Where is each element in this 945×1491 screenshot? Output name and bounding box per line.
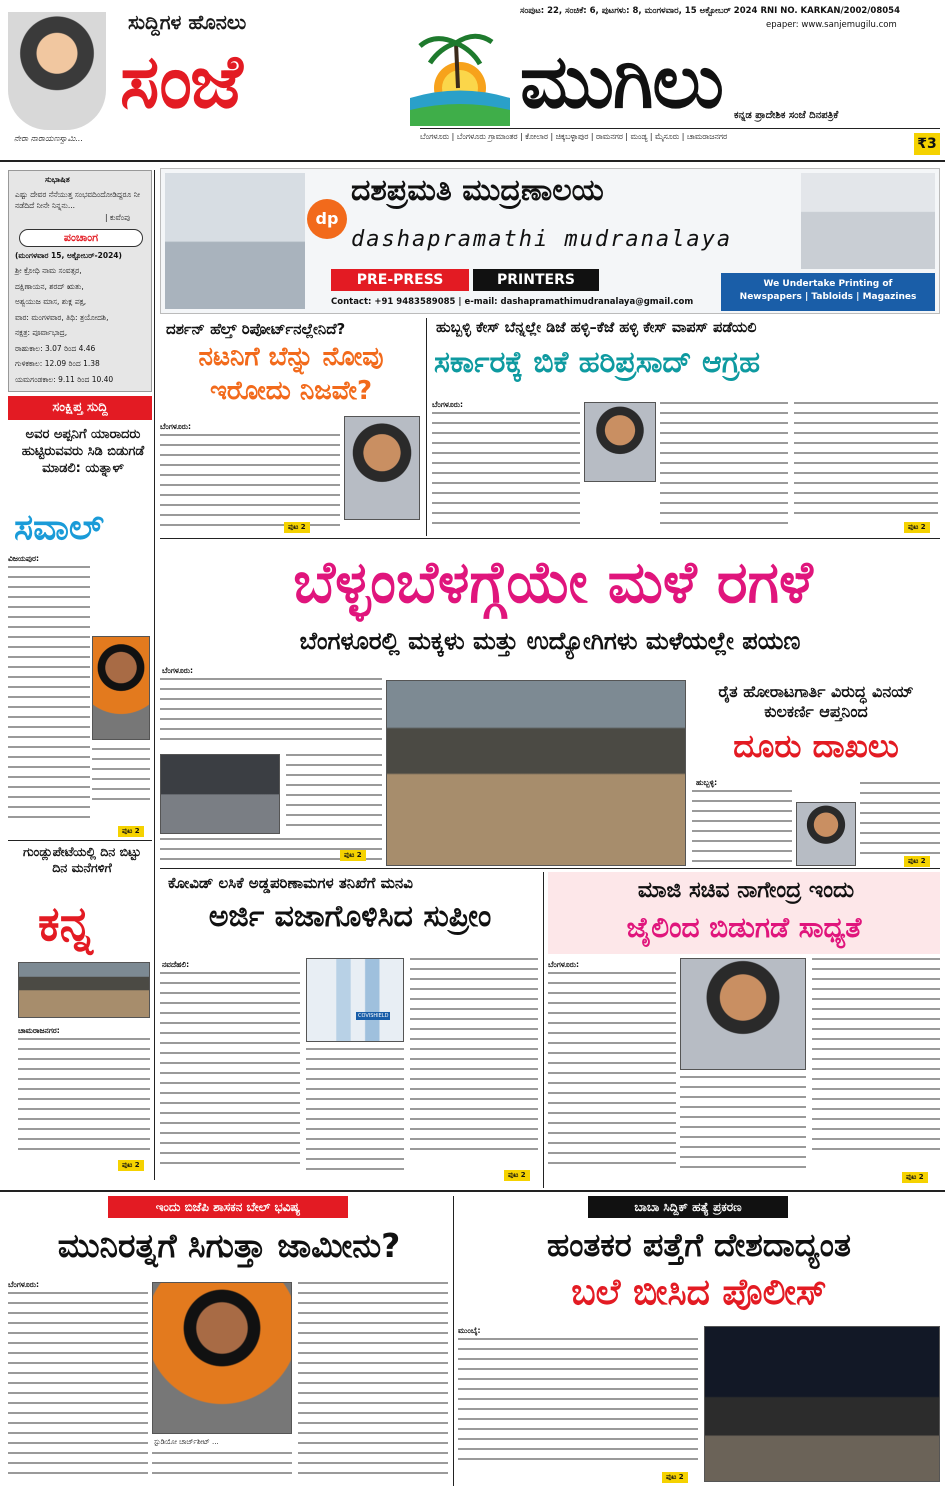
siddique-kicker: ಬಾಬಾ ಸಿದ್ದಿಕ್ ಹತ್ಯೆ ಪ್ರಕರಣ [634,1200,742,1214]
story-vinay [692,682,940,868]
ad-title-kn: ದಶಪ್ರಮತಿ ಮುದ್ರಣಾಲಯ [351,173,604,208]
epaper-url: epaper: www.sanjemugilu.com [766,20,897,30]
darshan-headline: ನಟನಿಗೆ ಬೆನ್ನು ನೋವು ಇರೋದು ನಿಜವೇ? [198,342,384,406]
panchanga-item: ಗುಳಿಕಕಾಲ: 12.09 ರಿಂದ 1.38 [15,359,100,368]
bk-body-col3 [794,402,938,526]
ad-logo: dp [307,199,347,239]
vaccine-label: COVISHIELD [358,1013,389,1019]
editor-photo [8,12,106,130]
ad-services-line1: We Undertake Printing of [763,279,893,289]
brief2-more[interactable]: ಪುಟ 2 [118,1160,144,1171]
masthead-title-sanje: ಸಂಜೆ [120,39,241,125]
yatnal-photo [92,636,150,740]
story-darshan [160,318,422,536]
nagendra-body-col3 [812,958,940,1170]
ad-title-en: dashapramathi mudranalaya [351,227,733,252]
nagendra-headline: ಜೈಲಿಂದ ಬಿಡುಗಡೆ ಸಾಧ್ಯತೆ [626,911,862,944]
brief-news-title: ಸಂಕ್ಷಿಪ್ತ ಸುದ್ದಿ [52,400,108,415]
muniratna-caption: ಸ್ಟುಡಿಯೋ ಚಾರ್ಜ್‌ಶೀಟ್ ... [154,1438,219,1446]
muniratna-body-col3 [298,1282,448,1482]
covid-headline-text: ಅರ್ಜಿ ವಜಾಗೊಳಿಸಿದ ಸುಪ್ರೀಂ [208,899,492,934]
issue-line: ಸಂಪುಟ: 22, ಸಂಚಿಕೆ: 6, ಪುಟಗಳು: 8, ಮಂಗಳವಾರ, 15 ಅಕ್ಟೋಬರ್ 2024 RNI NO. KARKAN/2002/08054 [520,6,900,16]
brief-news-banner [8,396,152,420]
rain-body-side [286,754,382,834]
masthead [0,0,945,160]
darshan-byline: ಬೆಂಗಳೂರು: [160,422,192,431]
regions-line: ಬೆಂಗಳೂರು | ಬೆಂಗಳೂರು ಗ್ರಾಮಾಂತರ | ಕೋಲಾರ | ಚಿಕ್ಕಬಳ್ಳಾಪುರ | ರಾಮನಗರ | ಮಂಡ್ಯ | ಮೈಸೂರು | ಚಾಮರಾಜನಗರ [420,132,728,141]
darshan-more[interactable]: ಪುಟ 2 [284,522,310,533]
nagendra-body-col2 [680,1076,806,1180]
thought-text: ಎಷ್ಟು ದೇವರ ನೆನೆಯುತ್ತ ಸಂಭವದಿಂದೋಡಿದ್ದರೂ ನೀ ನಡೆದಿದೆ ನೀನೇ ನಿನ್ನನು... [15,190,141,210]
siddique-headline: ಹಂತಕರ ಪತ್ತೆಗೆ ದೇಶದಾದ್ಯಂತ [547,1226,851,1264]
panchanga-item: ಅಶ್ವಯುಜ ಮಾಸ, ಶುಕ್ಲ ಪಕ್ಷ, [15,297,87,306]
vaccine-photo [306,958,404,1042]
brief1-body-b [92,748,150,808]
rain-flood-photo [386,680,686,866]
panchanga-item: ಯಮಗಂಡಕಾಲ: 9.11 ರಿಂದ 10.40 [15,374,114,384]
panchanga-list [15,265,149,385]
ad-label-printers: PRINTERS [473,269,599,291]
masthead-subtitle: ಕನ್ನಡ ಪ್ರಾದೇಶಿಕ ಸಂಜೆ ದಿನಪತ್ರಿಕೆ [734,110,839,121]
brief1-headline: ಸವಾಲ್ [14,507,104,548]
brief1-byline: ವಿಜಯಪುರ: [8,554,39,563]
nagendra-photo [680,958,806,1070]
bk-body-col1 [432,412,580,532]
sun-logo [400,18,520,128]
panchanga-item: ದಕ್ಷಿಣಾಯನ, ಶರದ್ ಋತು, [15,281,84,291]
nagendra-body-col1 [548,972,676,1180]
panchanga-title [19,229,143,247]
story-covid [160,872,540,1188]
bk-more[interactable]: ಪುಟ 2 [904,522,930,533]
covid-body-col3 [410,958,538,1178]
muniratna-kicker: ಇಂದು ಬಿಜೆಪಿ ಶಾಸಕನ ಬೇಲ್ ಭವಿಷ್ಯ [155,1200,301,1214]
siddique-body [458,1338,698,1468]
crime-scene-photo [704,1326,940,1482]
muniratna-photo [152,1282,292,1434]
thought-box [8,170,152,392]
brief2-kicker: ಗುಂಡ್ಲುಪೇಟೆಯಲ್ಲಿ ದಿನ ಬಿಟ್ಟು ದಿನ ಮನೆಗಳಿಗೆ [22,844,142,875]
covid-headline [160,896,540,938]
covid-more[interactable]: ಪುಟ 2 [504,1170,530,1181]
nagendra-more[interactable]: ಪುಟ 2 [902,1172,928,1183]
brief1-body [8,566,90,830]
story-siddique [458,1196,940,1486]
brief2-body [18,1038,150,1158]
darshan-body [160,434,340,530]
ad-label-prepress: PRE-PRESS [331,269,469,291]
bk-kicker: ಹುಬ್ಬಳ್ಳಿ ಕೇಸ್ ಬೆನ್ನಲ್ಲೇ ಡಿಜೆ ಹಳ್ಳಿ–ಕೆಜೆ ಹಳ್ಳಿ ಕೇಸ್ ವಾಪಸ್ ಪಡೆಯಲಿ [436,320,757,336]
ad-contact: Contact: +91 9483589085 | e-mail: dashapramathimudranalaya@gmail.com [331,297,694,307]
price-badge: ₹3 [914,133,940,155]
story-nagendra [548,872,940,1188]
vinay-body-col2 [860,782,940,862]
panchanga-item: ರಾಹುಕಾಲ: 3.07 ರಿಂದ 4.46 [15,343,96,353]
rain-small-photo [160,754,280,834]
brief2-headline: ಕನ್ನ [38,896,93,952]
rain-subhead: ಬೆಂಗಳೂರಲ್ಲಿ ಮಕ್ಕಳು ಮತ್ತು ಉದ್ಯೋಗಿಗಳು ಮಳೆಯಲ್ಲೇ ಪಯಣ [299,627,801,655]
vinay-headline: ದೂರು ದಾಖಲು [733,727,899,765]
panchanga-date: (ಮಂಗಳವಾರ 15, ಅಕ್ಟೋಬರ್-2024) [15,251,122,260]
masthead-tagline: ಸುದ್ದಿಗಳ ಹೊನಲು [128,10,247,34]
ad-services [721,273,935,311]
covid-body-col1 [160,972,300,1180]
siddique-headline2: ಬಲೆ ಬೀಸಿದ ಪೊಲೀಸ್ [571,1272,827,1313]
nagendra-byline: ಬೆಂಗಳೂರು: [548,960,580,969]
bk-byline: ಬೆಂಗಳೂರು: [432,400,464,409]
panchanga-item: ವಾರ: ಮಂಗಳವಾರ, ತಿಥಿ: ತ್ರಯೋದಶಿ, [15,312,109,322]
panchanga-item: ಶ್ರೀ ಕ್ರೋಧಿ ನಾಮ ಸಂವತ್ಸರ, [15,266,82,275]
vinay-body-col1 [692,790,792,866]
vinay-byline: ಹುಬ್ಬಳ್ಳಿ: [696,778,718,787]
thought-author: | ಕುವೆಂಪು [105,213,131,222]
rain-more[interactable]: ಪುಟ 2 [340,850,366,861]
covid-kicker: ಕೋವಿಡ್ ಲಸಿಕೆ ಅಡ್ಡಪರಿಣಾಮಗಳ ತನಿಖೆಗೆ ಮನವಿ [168,874,413,892]
vinay-kicker: ರೈತ ಹೋರಾಟಗಾರ್ತಿ ವಿರುದ್ಧ ವಿನಯ್ ಕುಲಕರ್ಣಿ ಆಪ್ತನಿಂದ [718,682,914,721]
burglary-photo [18,962,150,1018]
vinay-more[interactable]: ಪುಟ 2 [904,856,930,867]
bk-body-col2 [660,402,788,532]
muniratna-body-col1 [8,1292,148,1482]
brief1-kicker: ಅವರ ಅಪ್ಪನಿಗೆ ಯಾರಾದರು ಹುಟ್ಟಿರುವವರು ಸಿಡಿ ಬಿಡುಗಡೆ ಮಾಡಲಿ: ಯತ್ನಾಳ್ [21,427,145,476]
panchanga-item: ನಕ್ಷತ್ರ: ಪೂರ್ವಾಭಾದ್ರ, [15,328,68,337]
covid-body-col2 [306,1048,404,1178]
nagendra-kicker: ಮಾಜಿ ಸಚಿವ ನಾಗೇಂದ್ರ ಇಂದು [637,878,855,903]
masthead-title-mugilu: ಮುಗಿಲು [520,39,723,125]
rain-body-top [160,678,382,748]
muniratna-body-col2 [152,1452,292,1482]
story-muniratna [8,1196,450,1486]
rain-headline [168,542,938,622]
rain-headline-text: ಬೆಳ್ಳಂಬೆಳಗ್ಗೆಯೇ ಮಳೆ ರಗಳೆ [293,548,813,616]
vinay-photo [796,802,856,866]
ad-services-line2: Newspapers | Tabloids | Magazines [739,292,917,302]
darshan-kicker: ದರ್ಶನ್ ಹೆಲ್ತ್ ರಿಪೋರ್ಟ್‌ನಲ್ಲೇನಿದೆ? [166,320,346,338]
muniratna-byline: ಬೆಂಗಳೂರು: [8,1280,40,1289]
ad-banner [160,168,940,314]
darshan-photo [344,416,420,520]
story-bk [432,318,940,536]
printer-machine-photo [801,173,935,269]
siddique-kicker-box [588,1196,788,1218]
siddique-more[interactable]: ಪುಟ 2 [662,1472,688,1483]
panchanga-title-text: ಪಂಚಾಂಗ [63,231,99,244]
brief2-byline: ಚಾಮರಾಜನಗರ: [18,1026,60,1035]
covid-byline: ನವದೆಹಲಿ: [162,960,190,969]
thought-label: ಸುಭಾಷಿತ [45,175,70,184]
muniratna-kicker-box [108,1196,348,1218]
rain-byline: ಬೆಂಗಳೂರು: [162,666,194,675]
bk-photo [584,402,656,482]
sidebar [8,170,152,1200]
printing-press-photo [165,173,305,309]
muniratna-headline: ಮುನಿರತ್ನಗೆ ಸಿಗುತ್ತಾ ಜಾಮೀನು? [57,1226,401,1265]
bk-headline: ಸರ್ಕಾರಕ್ಕೆ ಬಿಕೆ ಹರಿಪ್ರಸಾದ್ ಆಗ್ರಹ [434,345,761,380]
siddique-byline: ಮುಂಬೈ: [458,1326,481,1335]
brief1-more[interactable]: ಪುಟ 2 [118,826,144,837]
editor-signature: ನೇರಾ ನಾರಾಯಣಸ್ವಾಮಿ... [14,134,84,143]
